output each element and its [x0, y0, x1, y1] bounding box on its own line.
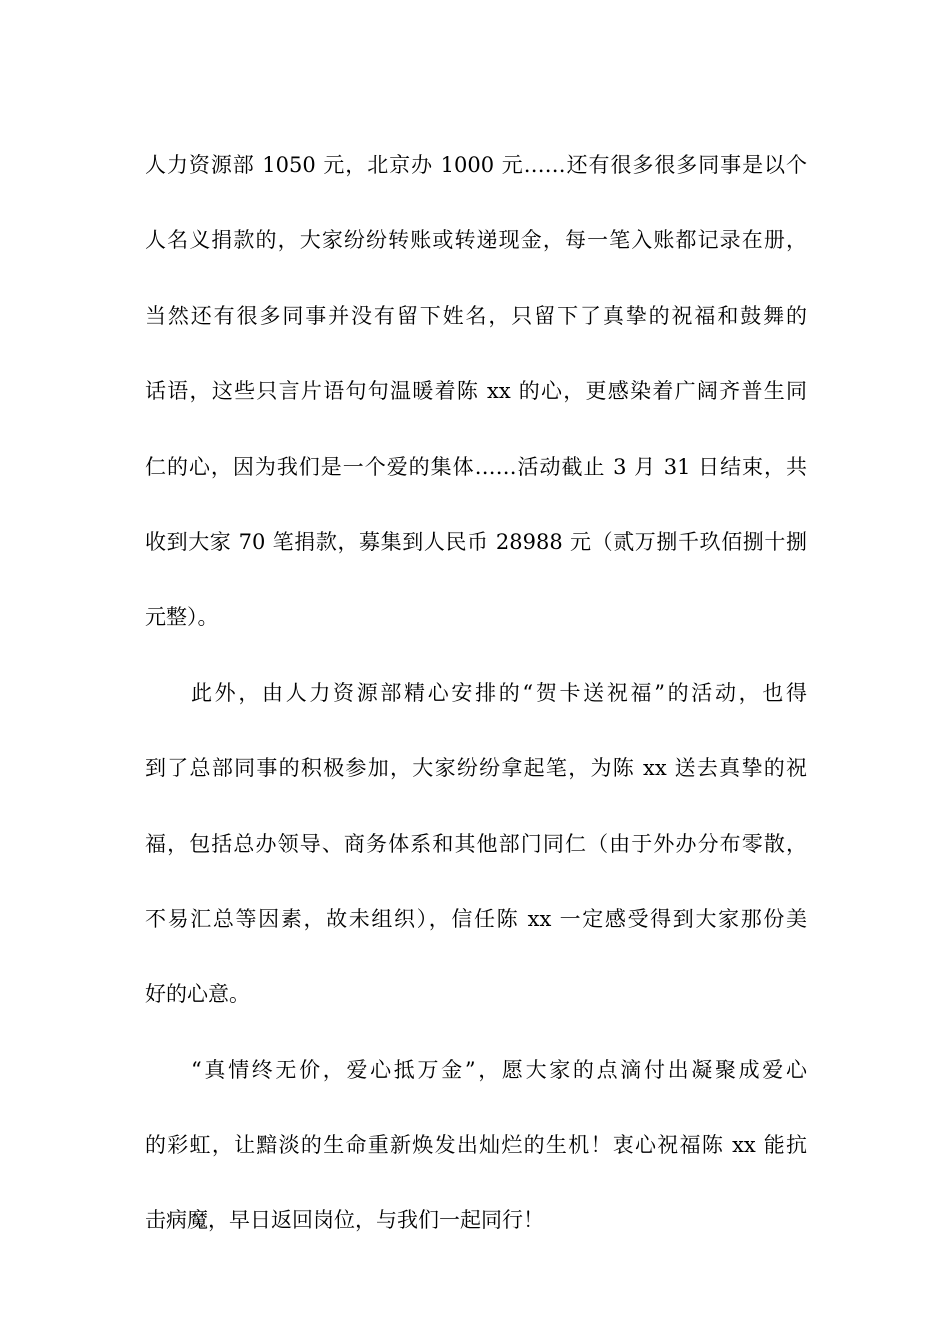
text-line: 击病魔，早日返回岗位，与我们一起同行！: [145, 1208, 544, 1233]
text-line: 元整）。: [145, 605, 219, 630]
text-line: 当然还有很多同事并没有留下姓名，只留下了真挚的祝福和鼓舞的: [145, 303, 807, 328]
text-line: 不易汇总等因素，故未组织），信任陈 xx 一定感受得到大家那份美: [145, 906, 807, 931]
text-line: 福，包括总办领导、商务体系和其他部门同仁（由于外办分布零散，: [145, 831, 807, 856]
text-line: 收到大家 70 笔捐款，募集到人民币 28988 元（贰万捌千玖佰捌十捌: [145, 529, 807, 554]
paragraph-first-line: 此外，由人力资源部精心安排的“贺卡送祝福”的活动，也得: [191, 680, 807, 705]
text-line: 好的心意。: [145, 982, 250, 1007]
text-line: 的彩虹，让黯淡的生命重新焕发出灿烂的生机！衷心祝福陈 xx 能抗: [145, 1133, 807, 1158]
text-line: 人名义捐款的，大家纷纷转账或转递现金，每一笔入账都记录在册，: [145, 228, 807, 253]
body-text: [145, 128, 807, 1259]
paragraph-first-line: “真情终无价，爱心抵万金”，愿大家的点滴付出凝聚成爱心: [191, 1057, 807, 1082]
text-line: 话语，这些只言片语句句温暖着陈 xx 的心，更感染着广阔齐普生同: [145, 379, 807, 404]
text-line: 到了总部同事的积极参加，大家纷纷拿起笔，为陈 xx 送去真挚的祝: [145, 756, 807, 781]
text-line: 仁的心，因为我们是一个爱的集体……活动截止 3 月 31 日结束，共: [145, 454, 807, 479]
text-line: 人力资源部 1050 元，北京办 1000 元……还有很多很多同事是以个: [145, 153, 807, 177]
